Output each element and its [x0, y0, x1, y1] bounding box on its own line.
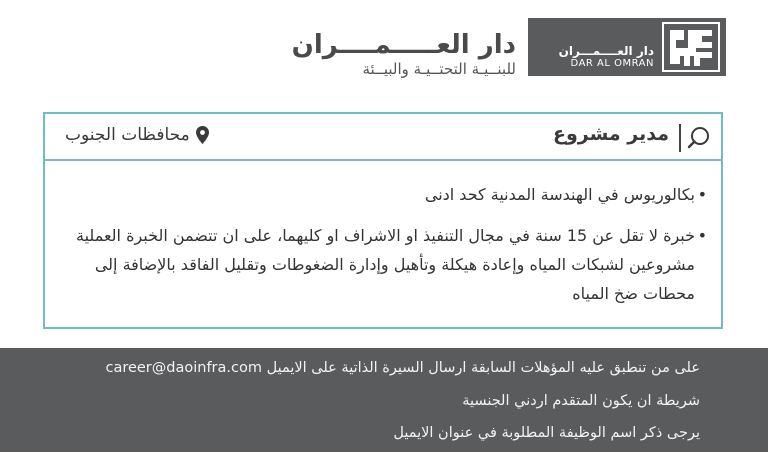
logo-mark-icon — [662, 22, 720, 72]
requirements-list — [59, 183, 707, 308]
list-item: • بكالوريوس في الهندسة المدنية كحد ادنى — [59, 183, 707, 207]
logo — [528, 18, 726, 76]
list-item: • خبرة لا تقل عن 15 سنة في مجال التنفيذ او الاشراف او كليهما، على ان تتضمن الخبرة العملية مشروعين لشبكات المياه وإعادة هيكلة وتأهيل وإدارة الضغوطات وتقليل الفاقد بالإضافة إلى محطات ضخ المياه — [59, 221, 707, 308]
footer — [0, 348, 768, 452]
logo-english-text: DAR AL OMRAN — [570, 58, 654, 69]
divider — [679, 124, 681, 152]
footer-apply-instructions: على من تنطبق عليه المؤهلات السابقة ارسال السيرة الذاتية على الايميل career@daoinfra.com — [105, 360, 700, 376]
requirements-panel — [43, 161, 723, 329]
location — [65, 125, 209, 145]
location-pin-icon — [196, 126, 209, 144]
job-title: مدير مشروع — [552, 123, 669, 145]
footer-email-subject-note: يرجى ذكر اسم الوظيفة المطلوبة في عنوان الايميل — [393, 425, 700, 441]
logo-arabic-text: دار العــــمـــران — [558, 44, 654, 58]
brand-title: دار العـــــمــــران — [291, 30, 516, 60]
footer-nationality-condition: شريطة ان يكون المتقدم اردني الجنسية — [462, 393, 700, 409]
location-text: محافظات الجنوب — [65, 125, 190, 145]
search-icon[interactable] — [687, 126, 711, 150]
job-header-bar — [43, 112, 723, 161]
brand-subtitle: للبنــيـة التحتــيـة والبيــئة — [362, 60, 516, 78]
